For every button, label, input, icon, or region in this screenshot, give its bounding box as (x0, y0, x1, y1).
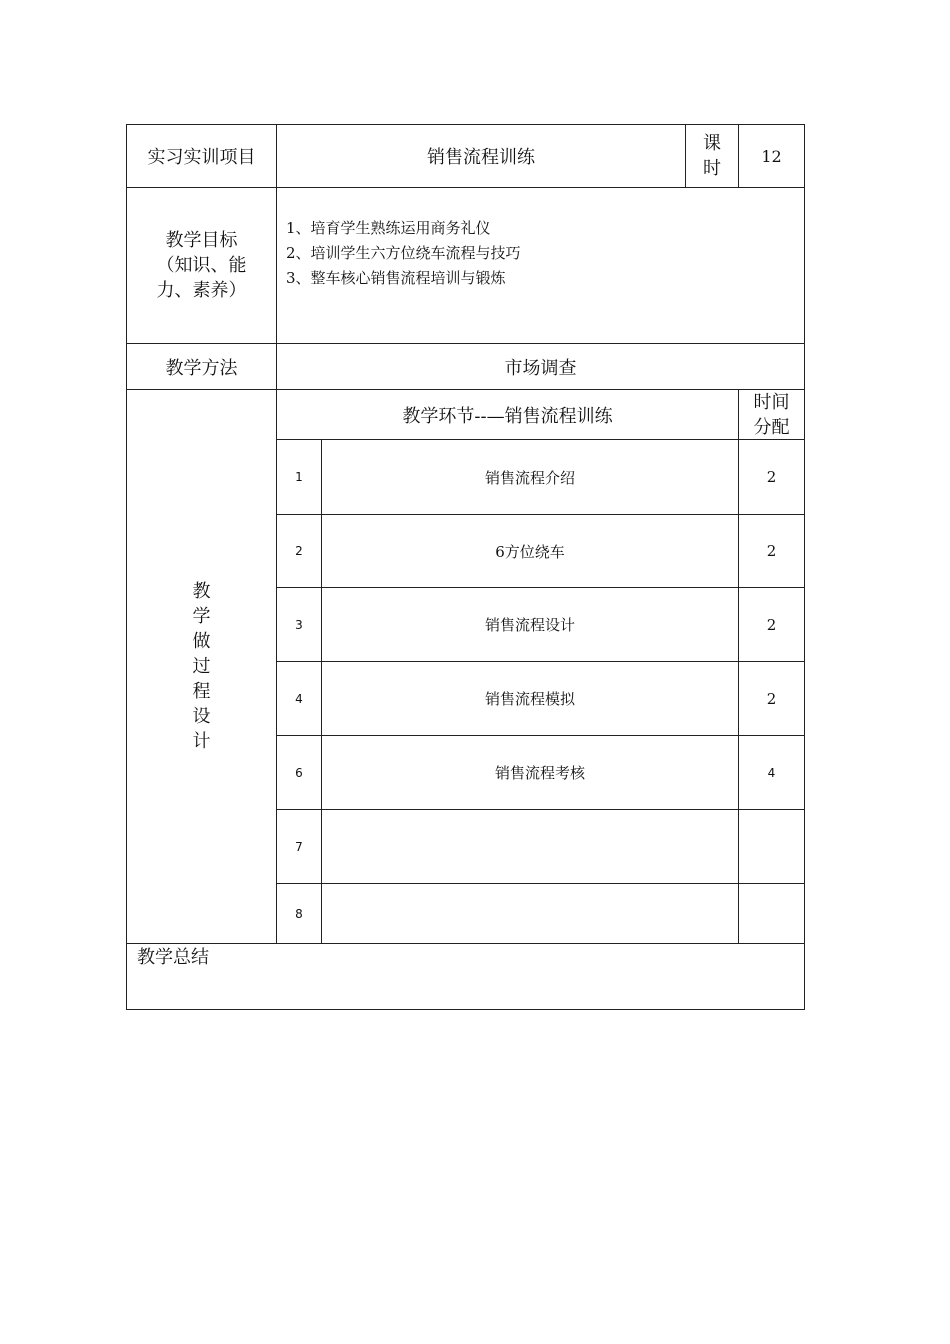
row-content: 6方位绕车 (495, 542, 565, 561)
time-header (739, 390, 804, 439)
hours-value: 12 (761, 146, 782, 166)
objectives-label-line3: 力、素养） (156, 280, 247, 301)
objective-item: 2、培训学生六方位绕车流程与技巧 (286, 244, 521, 262)
row-number: 8 (295, 906, 303, 921)
row-number: 7 (295, 839, 303, 854)
row-content: 销售流程考核 (494, 764, 585, 782)
divider-summary (126, 943, 805, 944)
method-label: 教学方法 (165, 357, 238, 379)
row-content: 销售流程介绍 (484, 468, 575, 487)
row-number: 2 (295, 544, 303, 558)
row-number: 3 (295, 617, 303, 632)
hours-label-line1: 课 (703, 133, 721, 154)
summary-label: 教学总结 (137, 947, 209, 968)
border-bottom (126, 1009, 805, 1010)
process-side-char: 设 (192, 706, 211, 727)
row-content: 销售流程设计 (484, 616, 575, 634)
hours-label-line2: 时 (703, 158, 721, 179)
process-side-char: 做 (192, 631, 211, 652)
row-time: 2 (766, 689, 777, 708)
row-content: 销售流程模拟 (484, 690, 575, 708)
row-time: 2 (766, 542, 777, 560)
process-side-char: 过 (192, 656, 211, 677)
row-content (322, 810, 738, 883)
process-side-char: 程 (192, 681, 211, 702)
objectives-label-line1: 教学目标 (165, 230, 238, 251)
objectives-label-line2: （知识、能 (156, 255, 247, 276)
time-header-line2: 分配 (753, 416, 790, 438)
project-label: 实习实训项目 (147, 147, 256, 168)
objective-item: 3、整车核心销售流程培训与锻炼 (286, 269, 506, 287)
row-time: 2 (766, 615, 777, 634)
hours-label (686, 125, 738, 187)
row-time (739, 810, 804, 883)
border-right (804, 124, 805, 1010)
row-content (322, 884, 738, 943)
process-side-char: 学 (192, 606, 211, 627)
row-number: 4 (295, 691, 303, 706)
row-number: 1 (295, 470, 303, 484)
time-header-line1: 时间 (753, 391, 790, 413)
objectives-list (286, 216, 521, 291)
process-header-title: 教学环节--—销售流程训练 (402, 405, 613, 427)
row-time (739, 884, 804, 943)
process-side-char: 教 (192, 581, 211, 602)
process-side-char: 计 (192, 731, 211, 752)
process-side-label (127, 390, 276, 943)
objectives-label (127, 188, 276, 343)
project-name: 销售流程训练 (427, 147, 535, 168)
row-time: 4 (767, 765, 776, 780)
row-number: 6 (295, 765, 303, 780)
row-time: 2 (766, 468, 777, 486)
objective-item: 1、培育学生熟练运用商务礼仪 (286, 219, 491, 237)
method-value: 市场调查 (504, 357, 577, 379)
